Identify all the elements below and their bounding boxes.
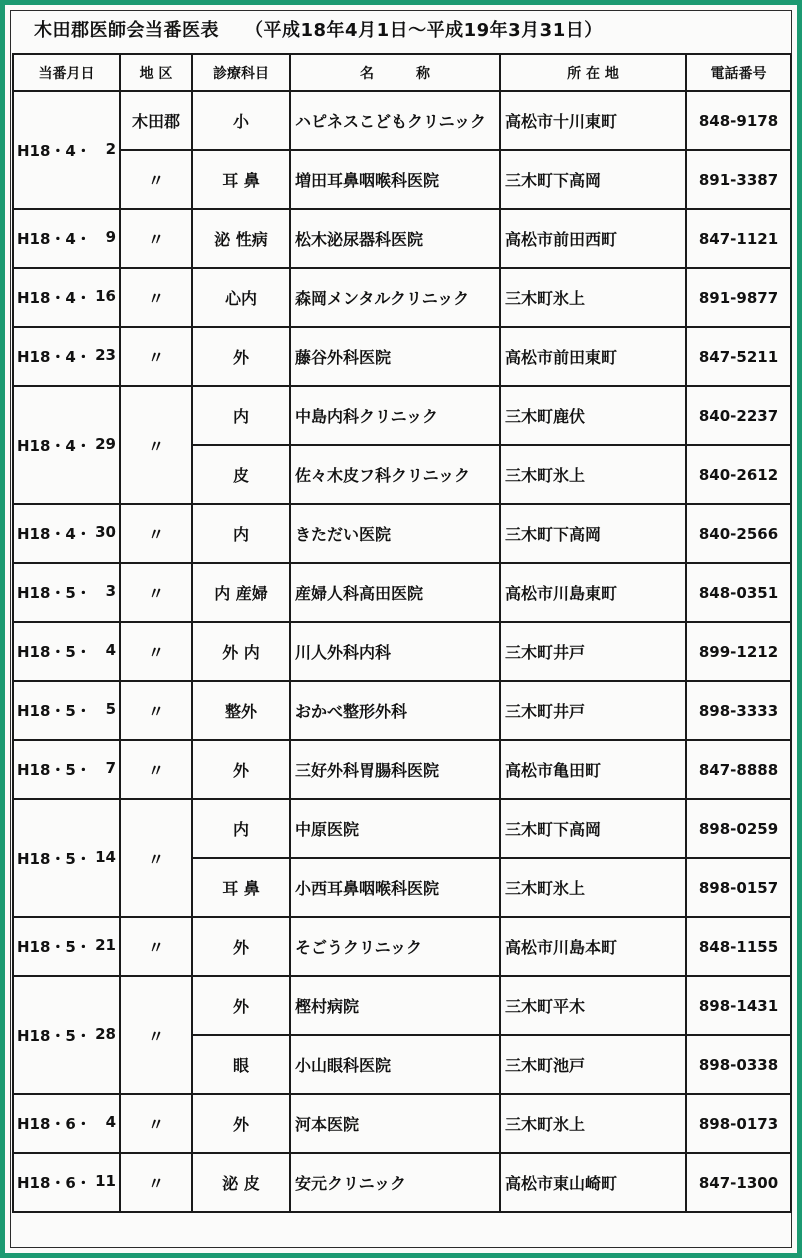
- address-cell: 三木町氷上: [500, 268, 686, 327]
- address-cell: 三木町鹿伏: [500, 386, 686, 445]
- name-cell: おかべ整形外科: [290, 681, 500, 740]
- date-day: 2: [105, 139, 116, 158]
- area-cell: 〃: [120, 681, 192, 740]
- name-cell: 増田耳鼻咽喉科医院: [290, 150, 500, 209]
- address-cell: 高松市前田東町: [500, 327, 686, 386]
- address-cell: 三木町氷上: [500, 858, 686, 917]
- title-period: （平成18年4月1日～平成19年3月31日）: [245, 20, 603, 41]
- dept-cell: 外: [192, 917, 290, 976]
- dept-cell: 外: [192, 740, 290, 799]
- area-cell: 〃: [120, 1094, 192, 1153]
- date-cell: [13, 622, 120, 681]
- table-row: [13, 917, 791, 976]
- address-cell: 高松市東山崎町: [500, 1153, 686, 1212]
- name-cell: 河本医院: [290, 1094, 500, 1153]
- date-day: 16: [95, 287, 116, 305]
- phone-cell: 898-0338: [686, 1035, 791, 1094]
- dept-cell: 小: [192, 91, 290, 150]
- phone-cell: 898-0157: [686, 858, 791, 917]
- name-cell: そごうクリニック: [290, 917, 500, 976]
- table-row: [13, 1094, 791, 1153]
- dept-cell: 外: [192, 327, 290, 386]
- date-day: 5: [105, 700, 116, 718]
- area-cell: 木田郡: [120, 91, 192, 150]
- name-cell: 松木泌尿器科医院: [290, 209, 500, 268]
- date-cell: [13, 681, 120, 740]
- table-row: [13, 799, 791, 858]
- header-row: [13, 54, 791, 91]
- date-prefix: H18・4・: [17, 141, 91, 160]
- name-cell: 佐々木皮フ科クリニック: [290, 445, 500, 504]
- date-day: 11: [95, 1172, 116, 1190]
- table-row: [13, 622, 791, 681]
- dept-cell: 整外: [192, 681, 290, 740]
- name-cell: 森岡メンタルクリニック: [290, 268, 500, 327]
- name-cell: 三好外科胃腸科医院: [290, 740, 500, 799]
- header-name: 名 称: [290, 54, 500, 91]
- area-cell: 〃: [120, 209, 192, 268]
- page-title: [34, 16, 603, 42]
- date-prefix: H18・4・: [17, 230, 91, 248]
- date-day: 14: [95, 847, 116, 866]
- table-row: [13, 681, 791, 740]
- phone-cell: 899-1212: [686, 622, 791, 681]
- name-cell: 小西耳鼻咽喉科医院: [290, 858, 500, 917]
- header-address: 所 在 地: [500, 54, 686, 91]
- phone-cell: 891-9877: [686, 268, 791, 327]
- address-cell: 高松市前田西町: [500, 209, 686, 268]
- phone-cell: 847-1300: [686, 1153, 791, 1212]
- area-cell: 〃: [120, 327, 192, 386]
- phone-cell: 847-8888: [686, 740, 791, 799]
- address-cell: 高松市十川東町: [500, 91, 686, 150]
- name-cell: きただい医院: [290, 504, 500, 563]
- date-cell: [13, 327, 120, 386]
- phone-cell: 898-0259: [686, 799, 791, 858]
- date-prefix: H18・5・: [17, 938, 91, 956]
- date-cell: [13, 976, 120, 1094]
- date-cell: [13, 1094, 120, 1153]
- address-cell: 三木町氷上: [500, 445, 686, 504]
- date-day: 29: [95, 434, 116, 453]
- date-cell: [13, 740, 120, 799]
- phone-cell: 847-1121: [686, 209, 791, 268]
- phone-cell: 840-2237: [686, 386, 791, 445]
- dept-cell: 内: [192, 799, 290, 858]
- dept-cell: 耳 鼻: [192, 858, 290, 917]
- date-prefix: H18・6・: [17, 1174, 91, 1192]
- name-cell: 川人外科内科: [290, 622, 500, 681]
- date-day: 21: [95, 936, 116, 954]
- date-cell: [13, 386, 120, 504]
- area-cell: 〃: [120, 917, 192, 976]
- phone-cell: 848-0351: [686, 563, 791, 622]
- dept-cell: 内 産婦: [192, 563, 290, 622]
- area-cell: 〃: [120, 504, 192, 563]
- address-cell: 高松市川島東町: [500, 563, 686, 622]
- date-day: 4: [105, 1113, 116, 1131]
- date-prefix: H18・5・: [17, 1026, 91, 1045]
- address-cell: 三木町下高岡: [500, 150, 686, 209]
- phone-cell: 840-2612: [686, 445, 791, 504]
- dept-cell: 泌 性病: [192, 209, 290, 268]
- dept-cell: 外: [192, 1094, 290, 1153]
- date-prefix: H18・5・: [17, 761, 91, 779]
- phone-cell: 848-1155: [686, 917, 791, 976]
- date-day: 4: [105, 641, 116, 659]
- date-prefix: H18・5・: [17, 643, 91, 661]
- name-cell: 中島内科クリニック: [290, 386, 500, 445]
- table-row: [13, 327, 791, 386]
- area-cell: 〃: [120, 622, 192, 681]
- date-day: 9: [105, 228, 116, 246]
- area-cell: 〃: [120, 799, 192, 917]
- date-cell: [13, 917, 120, 976]
- date-prefix: H18・6・: [17, 1115, 91, 1133]
- table-row: [13, 504, 791, 563]
- name-cell: 中原医院: [290, 799, 500, 858]
- table-row: [13, 563, 791, 622]
- date-day: 7: [105, 759, 116, 777]
- date-prefix: H18・5・: [17, 849, 91, 868]
- name-cell: ハピネスこどもクリニック: [290, 91, 500, 150]
- schedule-table: [12, 53, 792, 1213]
- table-row: [13, 268, 791, 327]
- address-cell: 三木町井戸: [500, 622, 686, 681]
- dept-cell: 外 内: [192, 622, 290, 681]
- date-cell: [13, 268, 120, 327]
- dept-cell: 耳 鼻: [192, 150, 290, 209]
- address-cell: 三木町池戸: [500, 1035, 686, 1094]
- date-day: 3: [105, 582, 116, 600]
- address-cell: 高松市亀田町: [500, 740, 686, 799]
- date-cell: [13, 799, 120, 917]
- table-row: [13, 209, 791, 268]
- name-cell: 安元クリニック: [290, 1153, 500, 1212]
- date-prefix: H18・4・: [17, 525, 91, 543]
- title-text: 木田郡医師会当番医表: [34, 20, 219, 41]
- date-cell: [13, 1153, 120, 1212]
- address-cell: 三木町氷上: [500, 1094, 686, 1153]
- phone-cell: 898-0173: [686, 1094, 791, 1153]
- date-cell: [13, 504, 120, 563]
- date-prefix: H18・5・: [17, 702, 91, 720]
- address-cell: 三木町下高岡: [500, 504, 686, 563]
- header-date: 当番月日: [13, 54, 120, 91]
- date-cell: [13, 91, 120, 209]
- area-cell: 〃: [120, 740, 192, 799]
- date-day: 23: [95, 346, 116, 364]
- dept-cell: 心内: [192, 268, 290, 327]
- area-cell: 〃: [120, 1153, 192, 1212]
- address-cell: 高松市川島本町: [500, 917, 686, 976]
- area-cell: 〃: [120, 386, 192, 504]
- address-cell: 三木町平木: [500, 976, 686, 1035]
- date-cell: [13, 209, 120, 268]
- area-cell: 〃: [120, 563, 192, 622]
- name-cell: 産婦人科高田医院: [290, 563, 500, 622]
- phone-cell: 847-5211: [686, 327, 791, 386]
- address-cell: 三木町井戸: [500, 681, 686, 740]
- phone-cell: 898-3333: [686, 681, 791, 740]
- date-day: 28: [95, 1024, 116, 1043]
- phone-cell: 898-1431: [686, 976, 791, 1035]
- dept-cell: 外: [192, 976, 290, 1035]
- header-phone: 電話番号: [686, 54, 791, 91]
- date-prefix: H18・4・: [17, 436, 91, 455]
- table-row: [13, 386, 791, 445]
- address-cell: 三木町下高岡: [500, 799, 686, 858]
- dept-cell: 皮: [192, 445, 290, 504]
- dept-cell: 内: [192, 504, 290, 563]
- phone-cell: 840-2566: [686, 504, 791, 563]
- dept-cell: 内: [192, 386, 290, 445]
- table-row: [13, 1153, 791, 1212]
- dept-cell: 眼: [192, 1035, 290, 1094]
- area-cell: 〃: [120, 268, 192, 327]
- table-row: [13, 150, 791, 209]
- date-cell: [13, 563, 120, 622]
- header-area: 地 区: [120, 54, 192, 91]
- area-cell: 〃: [120, 150, 192, 209]
- date-prefix: H18・4・: [17, 348, 91, 366]
- table-row: [13, 976, 791, 1035]
- phone-cell: 891-3387: [686, 150, 791, 209]
- date-prefix: H18・4・: [17, 289, 91, 307]
- table-row: [13, 91, 791, 150]
- name-cell: 藤谷外科医院: [290, 327, 500, 386]
- name-cell: 小山眼科医院: [290, 1035, 500, 1094]
- date-prefix: H18・5・: [17, 584, 91, 602]
- date-day: 30: [95, 523, 116, 541]
- phone-cell: 848-9178: [686, 91, 791, 150]
- header-dept: 診療科目: [192, 54, 290, 91]
- name-cell: 樫村病院: [290, 976, 500, 1035]
- dept-cell: 泌 皮: [192, 1153, 290, 1212]
- table-row: [13, 740, 791, 799]
- area-cell: 〃: [120, 976, 192, 1094]
